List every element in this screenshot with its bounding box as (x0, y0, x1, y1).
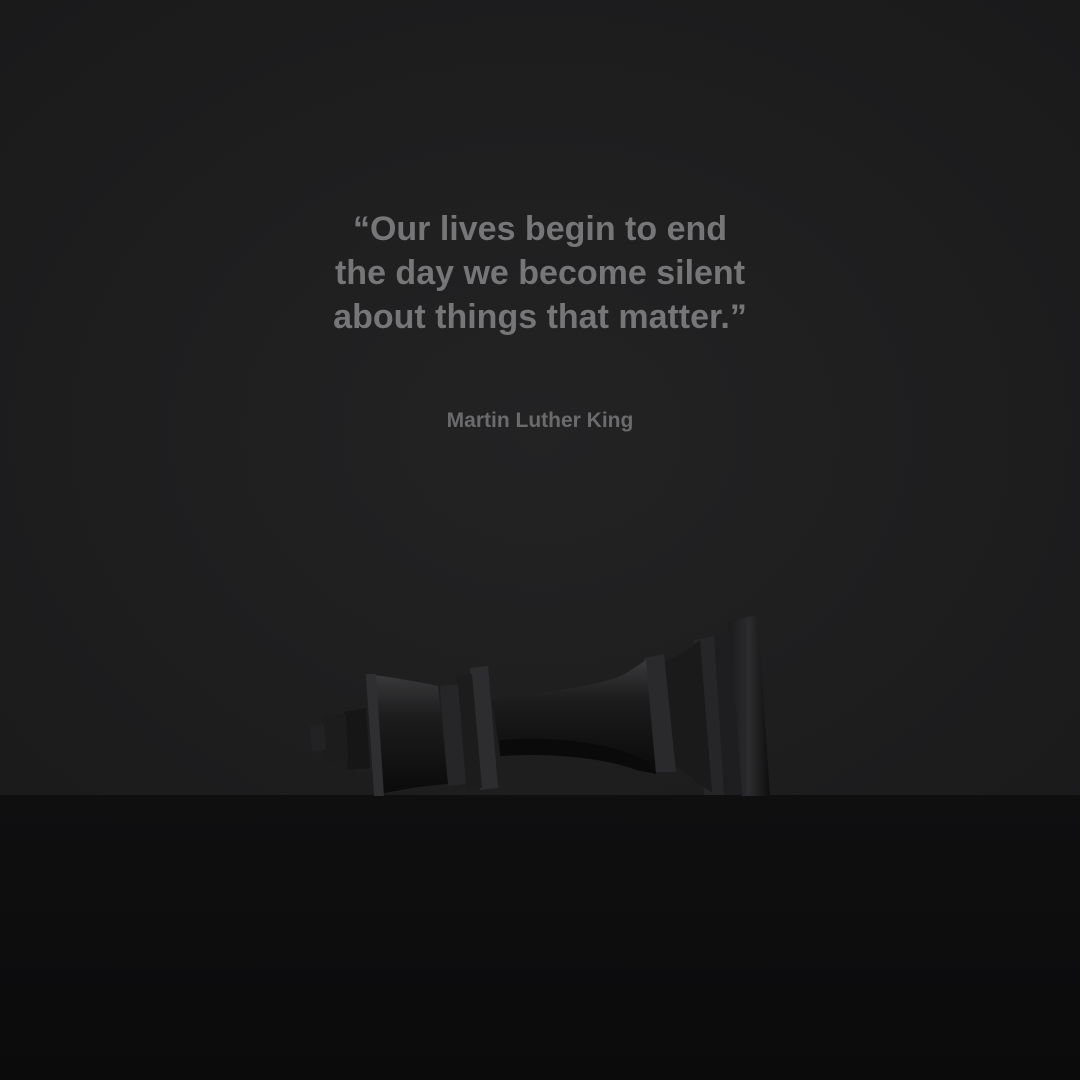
quote-line-3: about things that matter.” (333, 298, 747, 336)
quote-text (140, 207, 940, 339)
quote-line-2: the day we become silent (334, 254, 746, 292)
fallen-chess-king-icon (300, 600, 790, 805)
floor-surface (0, 795, 1080, 1080)
quote-line-1: “Our lives begin to end (352, 210, 728, 248)
king-cross (344, 708, 370, 770)
quote-author: Martin Luther King (446, 409, 634, 432)
